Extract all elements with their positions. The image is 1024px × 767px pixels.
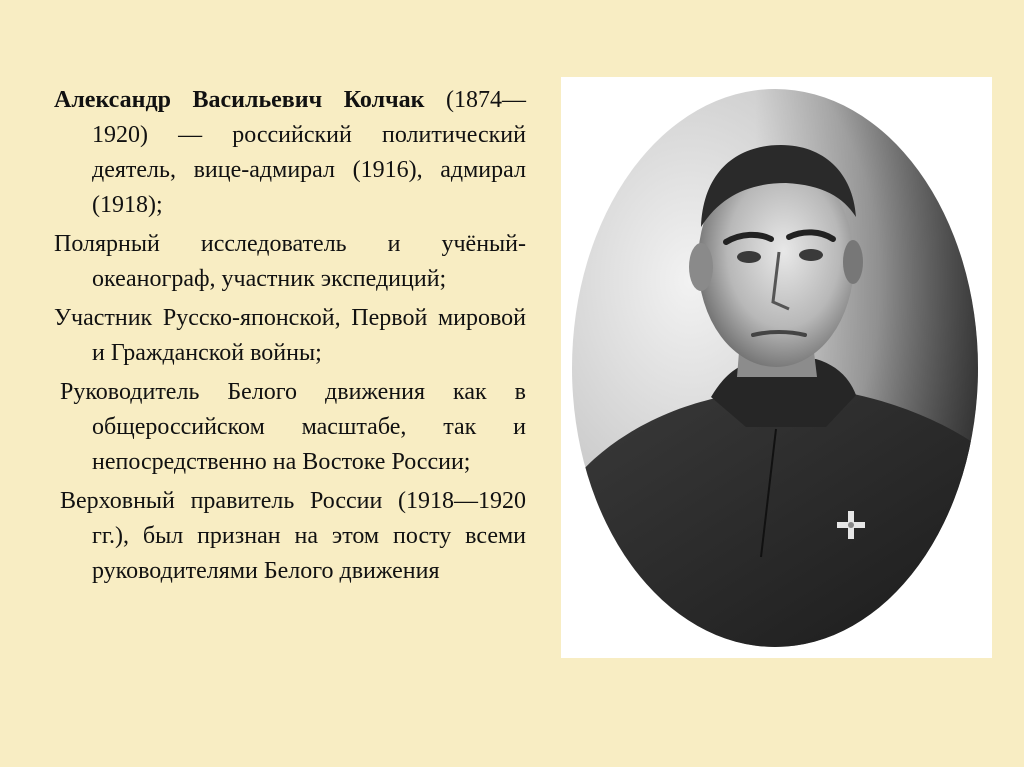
photo-frame — [561, 77, 992, 658]
paragraph-white-movement: Руководитель Белого движения как в общероссийском масштабе, так и непосредственно на Востоке России; — [60, 379, 526, 475]
paragraph-polar: Полярный исследователь и учёный-океанограф, участник экспедиций; — [54, 231, 526, 292]
paragraph-supreme-ruler: Верховный правитель России (1918—1920 гг.), был признан на этом посту всеми руководителями Белого движения — [60, 488, 526, 584]
text-block — [54, 83, 526, 593]
intro-text: (1874—1920) — российский политический деятель, вице-адмирал (1916), адмирал (1918); — [92, 87, 527, 218]
person-name: Александр Васильевич Колчак — [54, 87, 425, 113]
paragraph-wars: Участник Русско-японской, Первой мировой и Гражданской войны; — [54, 305, 526, 366]
intro-paragraph — [54, 83, 526, 223]
portrait-photo — [561, 77, 992, 658]
